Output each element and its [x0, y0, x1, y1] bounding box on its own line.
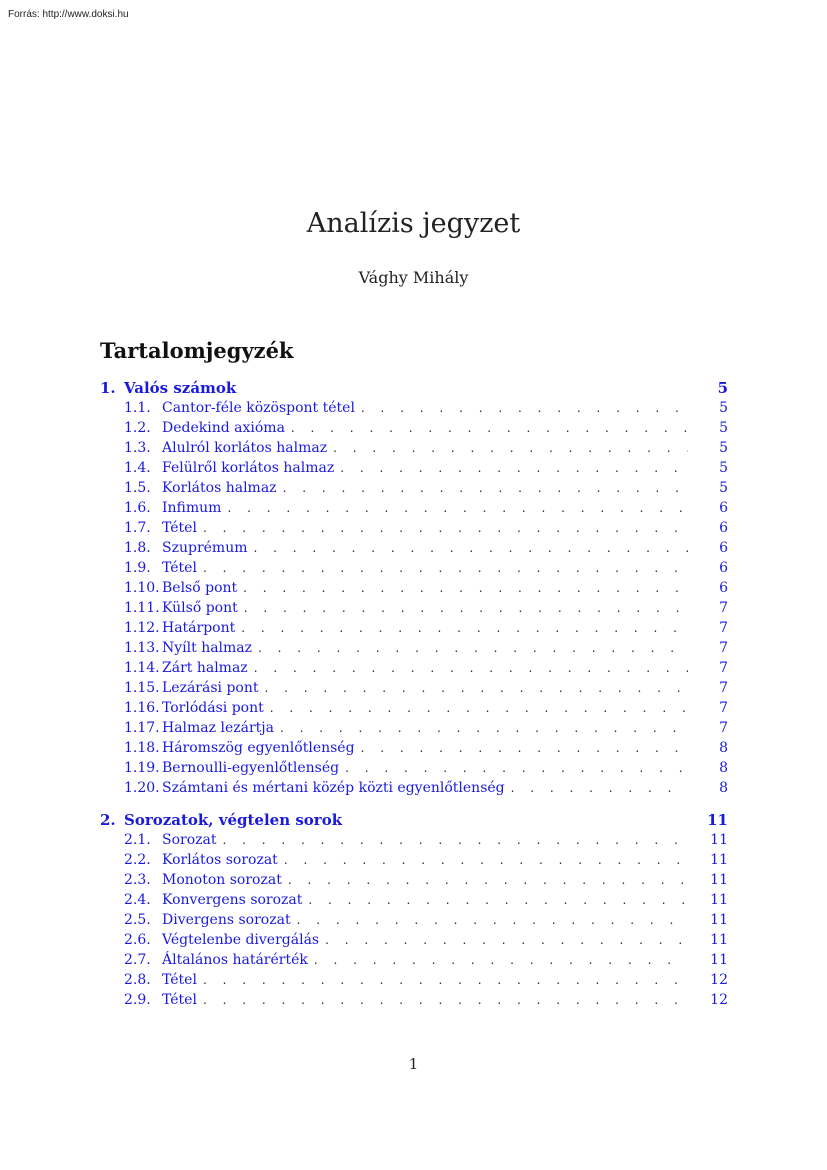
dot-leader — [308, 890, 688, 910]
toc-entry-link[interactable] — [100, 870, 728, 890]
toc-entry-page: 11 — [710, 912, 728, 928]
toc-entry-title: Bernoulli-egyenlőtlenség — [162, 760, 340, 776]
toc-entry-number: 1.18. — [124, 740, 160, 756]
toc-entry-number: 1.19. — [124, 760, 160, 776]
dot-leader — [203, 518, 688, 538]
toc-entry-link[interactable] — [100, 990, 728, 1010]
dot-leader — [254, 658, 688, 678]
toc-entry-number: 1.14. — [124, 660, 160, 676]
toc-entry-page: 5 — [719, 400, 728, 416]
document-title: Analízis jegyzet — [306, 208, 521, 239]
toc-entry-title: Számtani és mértani közép közti egyenlőtlenség — [162, 780, 505, 796]
toc-entry-number: 2.2. — [124, 852, 151, 868]
toc-entry-page: 7 — [719, 720, 728, 736]
toc-entry-page: 8 — [719, 760, 728, 776]
toc-entry-page: 7 — [719, 660, 728, 676]
toc-entry-link[interactable] — [100, 950, 728, 970]
dot-leader — [511, 778, 688, 798]
toc-entry-title: Monoton sorozat — [162, 872, 282, 888]
toc-entry-title: Korlátos sorozat — [162, 852, 278, 868]
toc-section-link[interactable] — [100, 378, 728, 398]
toc-section-page: 11 — [707, 811, 728, 829]
toc-entry-number: 1.4. — [124, 460, 151, 476]
dot-leader — [325, 930, 688, 950]
toc-entry-title: Divergens sorozat — [162, 912, 291, 928]
toc-entry-page: 7 — [719, 680, 728, 696]
toc-entry-number: 1.9. — [124, 560, 151, 576]
toc-entry-title: Konvergens sorozat — [162, 892, 303, 908]
toc-entry-number: 2.1. — [124, 832, 151, 848]
toc-entry-link[interactable] — [100, 830, 728, 850]
dot-leader — [361, 738, 688, 758]
toc-entry-page: 6 — [719, 580, 728, 596]
dot-leader — [227, 498, 688, 518]
dot-leader — [361, 398, 688, 418]
toc-entry-page: 12 — [710, 992, 728, 1008]
toc-section-num: 2. — [100, 811, 116, 829]
toc-entry-link[interactable] — [100, 578, 728, 598]
toc-entry-link[interactable] — [100, 850, 728, 870]
toc-entry-title: Háromszög egyenlőtlenség — [162, 740, 355, 756]
toc-entry-title: Belső pont — [162, 580, 238, 596]
toc-entry-page: 8 — [719, 780, 728, 796]
toc-entry-number: 2.6. — [124, 932, 151, 948]
toc-entry-page: 11 — [710, 932, 728, 948]
toc-heading: Tartalomjegyzék — [100, 338, 294, 363]
dot-leader — [258, 638, 688, 658]
toc-entry-link[interactable] — [100, 598, 728, 618]
toc-entry-link[interactable] — [100, 738, 728, 758]
dot-leader — [314, 950, 688, 970]
toc-entry-page: 6 — [719, 540, 728, 556]
toc-entry-title: Tétel — [162, 992, 197, 1008]
toc-entry-link[interactable] — [100, 698, 728, 718]
toc-section-title: Sorozatok, végtelen sorok — [124, 811, 343, 829]
toc-entry-page: 11 — [710, 952, 728, 968]
toc-entry-number: 2.7. — [124, 952, 151, 968]
toc-entry-number: 1.8. — [124, 540, 151, 556]
toc-entry-link[interactable] — [100, 558, 728, 578]
dot-leader — [223, 830, 689, 850]
toc-entry-page: 11 — [710, 832, 728, 848]
dot-leader — [241, 618, 688, 638]
toc-entry-link[interactable] — [100, 418, 728, 438]
toc-entry-page: 11 — [710, 872, 728, 888]
toc-entry-page: 7 — [719, 700, 728, 716]
toc-entry-page: 5 — [719, 480, 728, 496]
toc-entry-page: 7 — [719, 600, 728, 616]
toc-entry-link[interactable] — [100, 638, 728, 658]
toc-entry-number: 2.8. — [124, 972, 151, 988]
toc-entry-title: Torlódási pont — [162, 700, 264, 716]
toc-entry-link[interactable] — [100, 618, 728, 638]
document-author: Vághy Mihály — [358, 268, 469, 287]
toc-entry-page: 5 — [719, 440, 728, 456]
toc-entry-title: Tétel — [162, 520, 197, 536]
toc-entry-title: Dedekind axióma — [162, 420, 285, 436]
toc-entry-link[interactable] — [100, 890, 728, 910]
toc-section-link[interactable] — [100, 810, 728, 830]
toc-entry-link[interactable] — [100, 910, 728, 930]
toc-entry-title: Infimum — [162, 500, 222, 516]
dot-leader — [283, 478, 688, 498]
toc-entry-link[interactable] — [100, 718, 728, 738]
toc-entry-title: Korlátos halmaz — [162, 480, 277, 496]
toc-entry-title: Nyílt halmaz — [162, 640, 253, 656]
toc-entry-page: 6 — [719, 520, 728, 536]
dot-leader — [243, 578, 688, 598]
dot-leader — [291, 418, 688, 438]
dot-leader — [203, 970, 688, 990]
toc-entry-title: Végtelenbe divergálás — [162, 932, 320, 948]
toc-entry-number: 1.6. — [124, 500, 151, 516]
dot-leader — [297, 910, 688, 930]
dot-leader — [270, 698, 688, 718]
toc-entry-page: 5 — [719, 420, 728, 436]
dot-leader — [333, 438, 688, 458]
toc-entry-title: Sorozat — [162, 832, 217, 848]
table-of-contents — [100, 378, 728, 1022]
toc-entry-title: Halmaz lezártja — [162, 720, 274, 736]
toc-entry-link[interactable] — [100, 758, 728, 778]
dot-leader — [280, 718, 688, 738]
toc-entry-title: Zárt halmaz — [162, 660, 248, 676]
toc-entry-page: 8 — [719, 740, 728, 756]
toc-entry-number: 2.5. — [124, 912, 151, 928]
toc-section-num: 1. — [100, 379, 116, 397]
toc-entry-number: 1.10. — [124, 580, 160, 596]
toc-entry-number: 1.2. — [124, 420, 151, 436]
toc-entry-title: Felülről korlátos halmaz — [162, 460, 335, 476]
toc-entry-page: 7 — [719, 640, 728, 656]
toc-section — [100, 810, 728, 1010]
toc-entry-link[interactable] — [100, 658, 728, 678]
toc-entry-link[interactable] — [100, 478, 728, 498]
toc-entry-page: 5 — [719, 460, 728, 476]
toc-entry-link[interactable] — [100, 678, 728, 698]
toc-entry-link[interactable] — [100, 778, 728, 798]
toc-entry-link[interactable] — [100, 538, 728, 558]
toc-entry-number: 1.11. — [124, 600, 160, 616]
toc-entry-link[interactable] — [100, 518, 728, 538]
toc-entry-number: 2.9. — [124, 992, 151, 1008]
page-number: 1 — [408, 1055, 419, 1073]
toc-entry-link[interactable] — [100, 970, 728, 990]
toc-section — [100, 378, 728, 798]
dot-leader — [244, 598, 688, 618]
toc-entry-title: Külső pont — [162, 600, 238, 616]
toc-entry-title: Lezárási pont — [162, 680, 259, 696]
dot-leader — [284, 850, 688, 870]
toc-entry-title: Tétel — [162, 972, 197, 988]
toc-entry-link[interactable] — [100, 398, 728, 418]
dot-leader — [203, 558, 688, 578]
toc-entry-number: 1.1. — [124, 400, 151, 416]
dot-leader — [254, 538, 689, 558]
toc-entry-link[interactable] — [100, 930, 728, 950]
toc-entry-title: Tétel — [162, 560, 197, 576]
toc-entry-page: 11 — [710, 852, 728, 868]
toc-entry-title: Alulról korlátos halmaz — [162, 440, 328, 456]
toc-entry-link[interactable] — [100, 498, 728, 518]
toc-section-page: 5 — [717, 379, 728, 397]
toc-entry-page: 6 — [719, 560, 728, 576]
toc-entry-number: 1.20. — [124, 780, 160, 796]
dot-leader — [288, 870, 688, 890]
toc-entry-title: Általános határérték — [162, 952, 308, 968]
toc-entry-page: 12 — [710, 972, 728, 988]
dot-leader — [265, 678, 689, 698]
toc-entry-number: 2.3. — [124, 872, 151, 888]
toc-entry-number: 2.4. — [124, 892, 151, 908]
toc-entry-number: 1.16. — [124, 700, 160, 716]
toc-entry-number: 1.15. — [124, 680, 160, 696]
toc-entry-page: 6 — [719, 500, 728, 516]
dot-leader — [340, 458, 688, 478]
toc-entry-title: Cantor-féle közöspont tétel — [162, 400, 355, 416]
toc-entry-page: 11 — [710, 892, 728, 908]
toc-entry-number: 1.12. — [124, 620, 160, 636]
toc-entry-page: 7 — [719, 620, 728, 636]
toc-section-title: Valós számok — [124, 379, 237, 397]
toc-entry-number: 1.7. — [124, 520, 151, 536]
source-label: Forrás: http://www.doksi.hu — [8, 9, 129, 20]
toc-entry-title: Szuprémum — [162, 540, 248, 556]
toc-entry-number: 1.13. — [124, 640, 160, 656]
toc-entry-link[interactable] — [100, 438, 728, 458]
dot-leader — [345, 758, 688, 778]
toc-entry-link[interactable] — [100, 458, 728, 478]
dot-leader — [203, 990, 688, 1010]
toc-entry-number: 1.3. — [124, 440, 151, 456]
toc-entry-number: 1.17. — [124, 720, 160, 736]
toc-entry-title: Határpont — [162, 620, 236, 636]
toc-entry-number: 1.5. — [124, 480, 151, 496]
